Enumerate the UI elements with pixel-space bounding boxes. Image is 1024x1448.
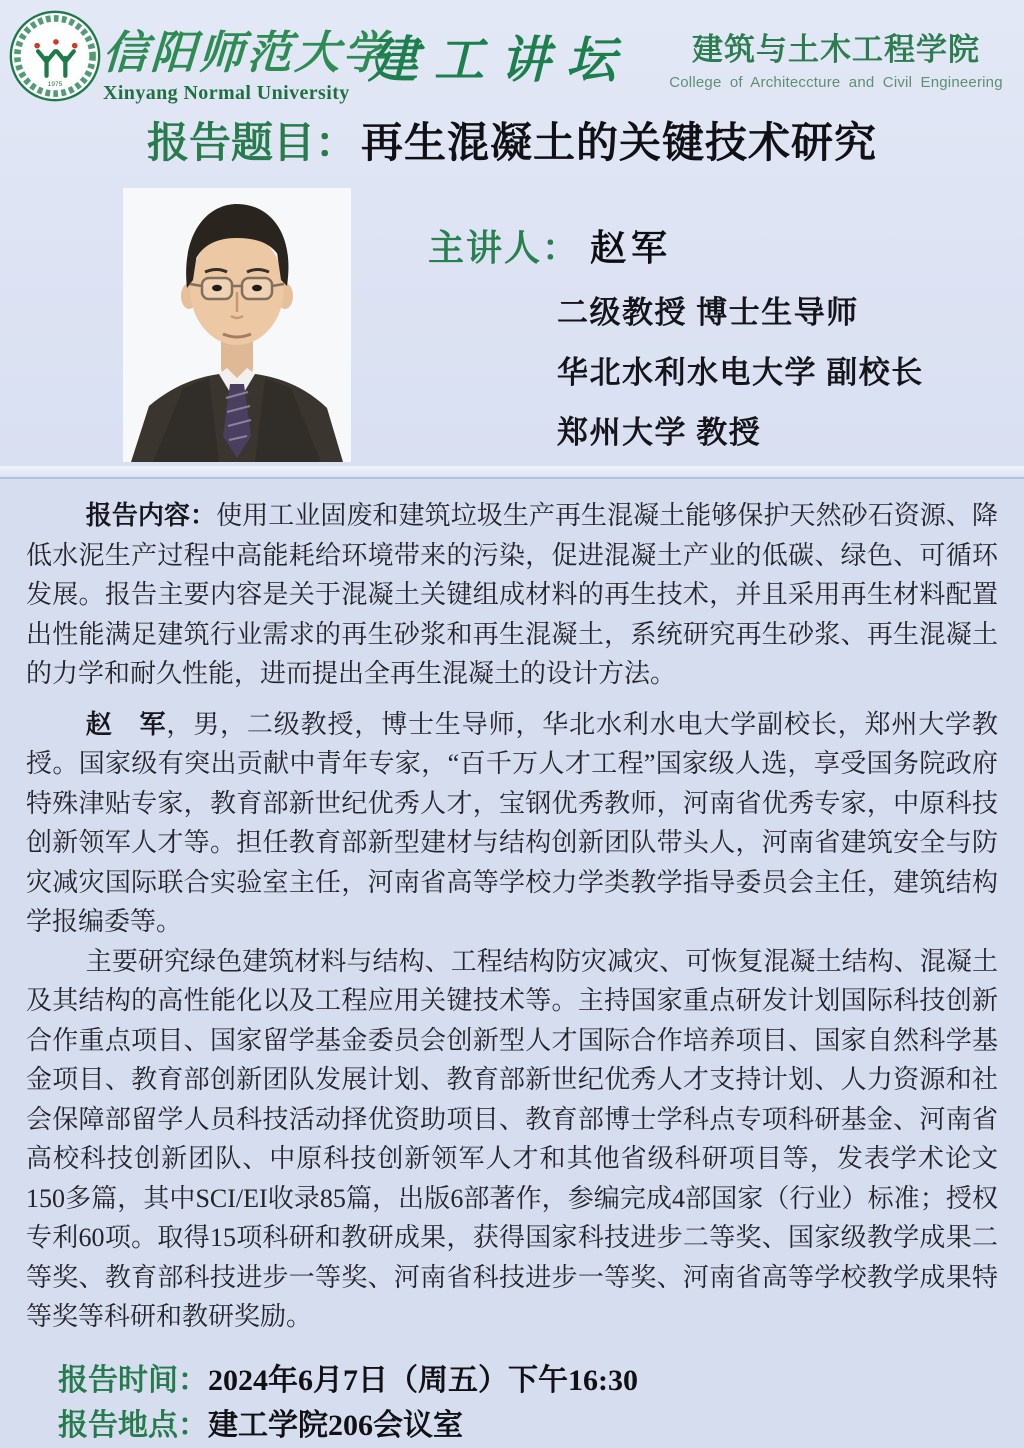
report-place-label: 报告地点： — [58, 1409, 208, 1442]
college-name-en: College of Architeccture and Civil Engineering — [669, 74, 1003, 91]
college-name-cn: 建筑与土木工程学院 — [692, 32, 980, 67]
speaker-bio-text: ，男，二级教授，博士生导师，华北水利水电大学副校长，郑州大学教授。国家级有突出贡献中青年专家，“百千万人才工程”国家级人选，享受国务院政府特殊津贴专家，教育部新世纪优秀人才，宝钢优秀教师，河南省优秀专家，中原科技创新领军人才等。担任教育部新型建材与结构创新团队带头人，河南省建筑安全与防灾减灾国际联合实验室主任，河南省高等学校力学类教学指导委员会主任，建筑结构学报编委等。 — [26, 709, 998, 936]
speaker-name: 赵军 — [590, 227, 673, 268]
speaker-credential-vicepresident: 华北水利水电大学 副校长 — [557, 355, 924, 390]
report-title-text: 再生混凝土的关键技术研究 — [361, 121, 878, 167]
speaker-credential-rank: 二级教授 博士生导师 — [557, 295, 859, 330]
speaker-portrait-photo — [123, 188, 351, 462]
speaker-line — [428, 220, 672, 271]
speaker-label: 主讲人： — [428, 227, 581, 268]
report-title — [0, 110, 1024, 170]
forum-title: 建工讲坛 — [368, 32, 632, 88]
speaker-credentials — [557, 283, 924, 463]
report-content-text: 使用工业固废和建筑垃圾生产再生混凝土能够保护天然砂石资源、降低水泥生产过程中高能耗给环境带来的污染，促进混凝土产业的低碳、绿色、可循环发展。报告主要内容是关于混凝土关键组成材料的再生技术，并且采用再生材料配置出性能满足建筑行业需求的再生砂浆和再生混凝土，系统研究再生砂浆、再生混凝土的力学和耐久性能，进而提出全再生混凝土的设计方法。 — [26, 501, 998, 688]
speaker-credential-professor: 郑州大学 教授 — [557, 415, 762, 450]
section-divider — [0, 466, 1024, 479]
report-title-label: 报告题目： — [146, 121, 357, 167]
paragraph-speaker-bio — [26, 705, 998, 942]
paragraph-report-content — [26, 496, 998, 694]
header-section — [0, 0, 1024, 466]
report-time-label: 报告时间： — [58, 1364, 208, 1397]
speaker-bio-lead: 赵 军 — [85, 709, 167, 739]
university-name-cn: 信阳师范大学 — [101, 28, 393, 78]
research-achievements-text: 主要研究绿色建筑材料与结构、工程结构防灾减灾、可恢复混凝土结构、混凝土及其结构的高性能化以及工程应用关键技术等。主持国家重点研发计划国际科技创新合作重点项目、国家留学基金委员会创新型人才国际合作培养项目、国家自然科学基金项目、教育部创新团队发展计划、教育部新世纪优秀人才支持计划、人力资源和社会保障部留学人员科技活动择优资助项目、教育部博士学科点专项科研基金、河南省高校科技创新团队、中原科技创新领军人才和其他省级科研项目等，发表学术论文150多篇，其中SCI/EI收录85篇，出版6部著作，参编完成4部国家（行业）标准；授权专利60项。取得15项科研和教研成果，获得国家科技进步二等奖、国家级教学成果二等奖、教育部科技进步一等奖、河南省科技进步一等奖、河南省高等学校教学成果特等奖等科研和教研奖励。 — [26, 946, 998, 1331]
university-name-en: Xinyang Normal University — [103, 82, 350, 104]
report-place-value: 建工学院206会议室 — [208, 1409, 463, 1442]
report-time-value: 2024年6月7日（周五）下午16:30 — [208, 1364, 638, 1397]
college-name-block — [656, 24, 1016, 91]
report-time-line — [58, 1358, 638, 1403]
report-place-line — [58, 1403, 638, 1448]
svg-text:1975: 1975 — [47, 81, 63, 89]
report-content-lead: 报告内容： — [85, 501, 217, 530]
university-seal-icon — [8, 9, 102, 103]
paragraph-research-achievements — [26, 942, 998, 1337]
poster-footer — [58, 1358, 638, 1448]
body-text — [0, 496, 1024, 1337]
university-name-block — [103, 16, 391, 105]
